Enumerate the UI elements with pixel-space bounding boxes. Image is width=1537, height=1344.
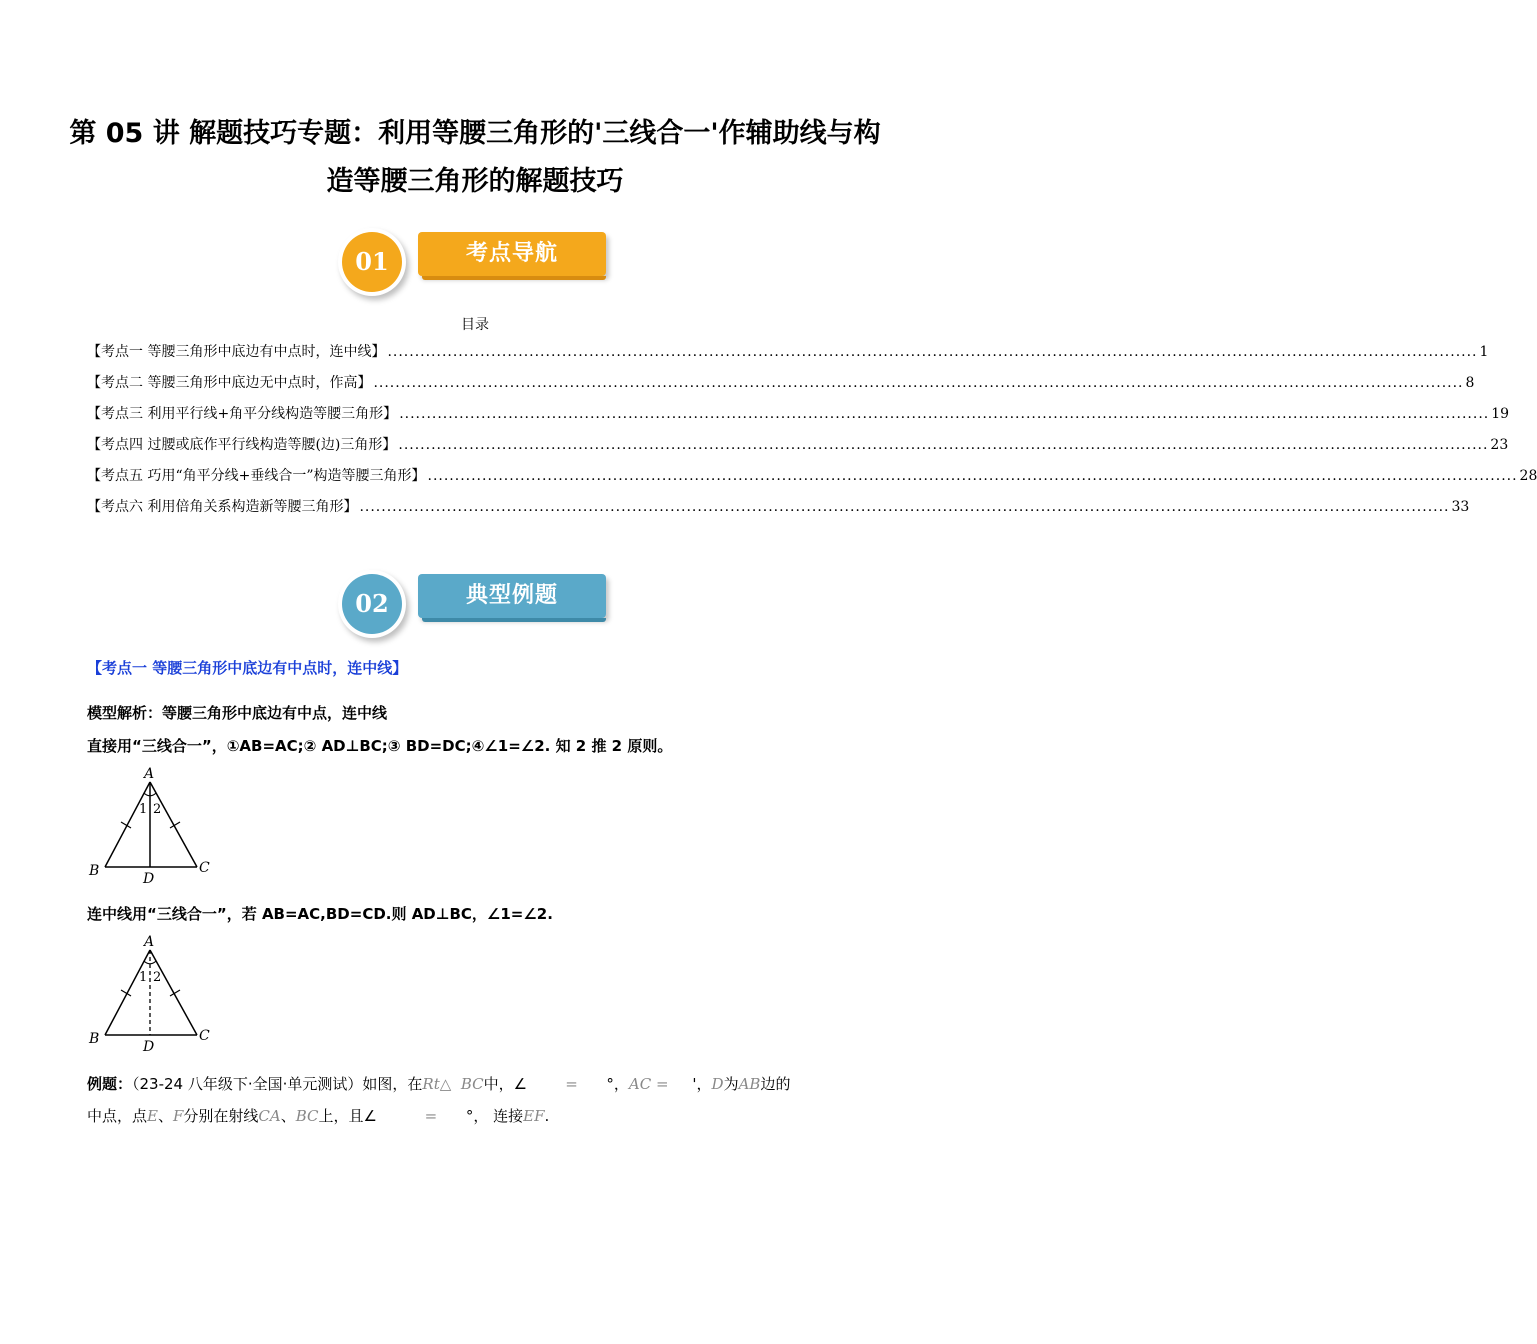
angle-arc [144,961,156,964]
example-line-2 [87,1100,867,1132]
label-d: D [143,1039,155,1055]
toc-item-label: 【考点四 过腰或底作平行线构造等腰(边)三角形】 [87,437,397,453]
toc-item-label: 【考点一 等腰三角形中底边有中点时，连中线】 [87,344,386,360]
toc-item-page: 19 [1491,406,1510,422]
math-bc: BC [295,1107,319,1125]
banner-number: 02 [342,574,402,634]
toc-heading: 目录 [461,317,489,333]
toc-leader-dots: ........................................................................................................................................................................................................ [373,375,1464,391]
isosceles-triangle-figure-solid [87,762,217,887]
toc-item[interactable] [87,372,1475,403]
side-ac [150,782,197,867]
toc-item-label: 【考点五 巧用“角平分线+垂线合一”构造等腰三角形】 [87,468,426,484]
label-b: B [89,863,100,879]
toc-item-label: 【考点三 利用平行线+角平分线构造等腰三角形】 [87,406,398,422]
toc-leader-dots: ........................................................................................................................................................................................................ [359,499,1450,515]
example-text: 、 [157,1107,173,1125]
label-c: C [199,1028,210,1044]
example-text: （23-24 八年级下·全国·单元测试）如图，在 [132,1075,423,1093]
toc-item-label: 【考点六 利用倍角关系构造新等腰三角形】 [87,499,358,515]
toc-item-page: 1 [1479,344,1489,360]
math-d: D [711,1075,724,1093]
model-analysis: 模型解析：等腰三角形中底边有中点，连中线 [87,704,388,722]
table-of-contents [87,341,1537,527]
toc-leader-dots: ........................................................................................................................................................................................................ [398,437,1489,453]
example-text: 分别在射线 [183,1107,259,1125]
toc-item[interactable] [87,496,1470,527]
toc-item-page: 23 [1490,437,1509,453]
example-problem [87,1068,867,1132]
label-angle-2: 2 [153,802,162,817]
toc-item[interactable] [87,434,1509,465]
toc-leader-dots: ........................................................................................................................................................................................................ [399,406,1490,422]
banner-lip [422,618,606,622]
label-c: C [199,860,210,876]
banner-dianxing-liti [338,570,618,648]
label-d: D [143,871,155,887]
label-angle-1: 1 [139,970,148,985]
example-text: 中点，点 [87,1107,148,1125]
label-angle-2: 2 [153,970,162,985]
math-e: E [147,1107,158,1125]
example-text: 为 [723,1075,739,1093]
label-a: A [144,766,155,782]
side-ac [150,950,197,1035]
toc-leader-dots: ........................................................................................................................................................................................................ [387,344,1478,360]
side-ab [105,782,150,867]
section-heading: 【考点一 等腰三角形中底边有中点时，连中线】 [87,659,408,677]
direct-rule: 直接用“三线合一”，①AB=AC;② AD⊥BC;③ BD=DC;④∠1=∠2. 知 2 推 2 原则。 [87,737,673,755]
toc-item-label: 【考点二 等腰三角形中底边无中点时，作高】 [87,375,372,391]
math-equals: = [424,1107,438,1125]
label-b: B [89,1031,100,1047]
example-text: °， 连接 [465,1107,524,1125]
toc-item[interactable] [87,403,1510,434]
example-text: . [544,1107,550,1125]
math-bc: BC [460,1075,484,1093]
example-lead: 例题： [87,1075,133,1093]
isosceles-triangle-figure-dashed [87,930,217,1055]
banner-kaodian-daohang [338,228,618,306]
connect-rule: 连中线用“三线合一”，若 AB=AC,BD=CD.则 AD⊥BC，∠1=∠2. [87,905,553,923]
example-line-1 [87,1068,867,1100]
banner-lip [422,276,606,280]
toc-item-page: 28 [1519,468,1537,484]
math-rt-triangle: Rt△ [422,1075,452,1093]
page-title: 第 05 讲 解题技巧专题：利用等腰三角形的'三线合一'作辅助线与构造等腰三角形的解题技巧 [69,118,881,197]
math-ac: AC = [628,1075,669,1093]
banner-label: 典型例题 [418,574,606,618]
example-text: 中，∠ [483,1075,528,1093]
label-a: A [144,934,155,950]
math-ca: CA [258,1107,281,1125]
example-text: 上，且∠ [318,1107,377,1125]
banner-number-badge [338,228,406,296]
example-text: 、 [280,1107,296,1125]
example-text: °， [606,1075,629,1093]
toc-item-page: 33 [1451,499,1470,515]
toc-item[interactable] [87,341,1489,372]
example-text: 边的 [760,1075,791,1093]
math-ef: EF [523,1107,545,1125]
banner-number-badge [338,570,406,638]
example-text: '， [692,1075,712,1093]
banner-label: 考点导航 [418,232,606,276]
toc-item-page: 8 [1465,375,1475,391]
toc-item[interactable] [87,465,1537,496]
math-equals: = [565,1075,578,1093]
banner-number: 01 [342,232,402,292]
label-angle-1: 1 [139,802,148,817]
toc-leader-dots: ........................................................................................................................................................................................................ [427,468,1518,484]
side-ab [105,950,150,1035]
math-ab: AB [738,1075,761,1093]
math-f: F [172,1107,184,1125]
